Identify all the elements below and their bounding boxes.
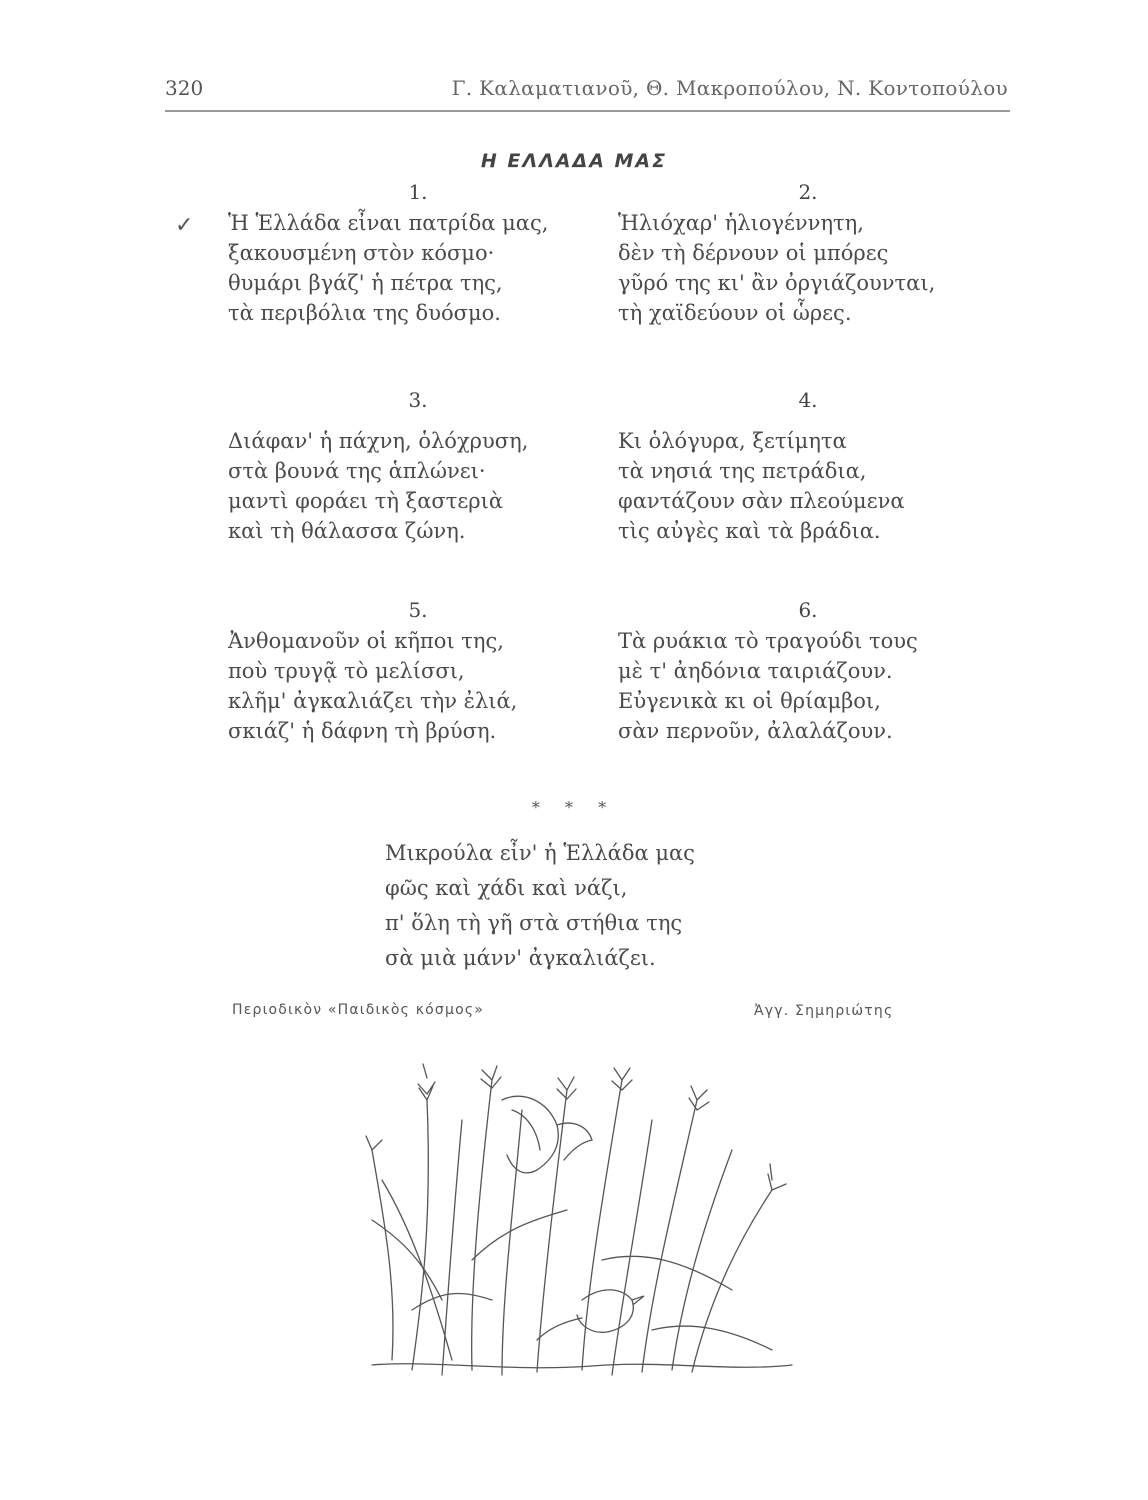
stanza-number: 1. <box>408 180 428 204</box>
verse-line: μὲ τ' ἀηδόνια ταιριάζουν. <box>618 659 893 683</box>
stanza-3 <box>228 388 608 546</box>
verse-line: τὴ χαϊδεύουν οἱ ὧρες. <box>618 301 852 325</box>
verse-line: Κι ὁλόγυρα, ξετίμητα <box>618 429 847 453</box>
verse-line: Τὰ ρυάκια τὸ τραγούδι τους <box>618 629 918 653</box>
verse-line: ξακουσμένη στὸν κόσμο· <box>228 241 495 265</box>
stanza-number: 4. <box>798 388 818 412</box>
stanza-number: 6. <box>798 598 818 622</box>
stanza-6 <box>618 598 998 746</box>
stanza-number: 2. <box>798 180 818 204</box>
verse-line: Μικρούλα εἶν' ἡ Ἑλλάδα μας <box>385 841 695 865</box>
stanza-number: 5. <box>408 598 428 622</box>
verse-line: καὶ τὴ θάλασσα ζώνη. <box>228 519 466 543</box>
page-number: 320 <box>165 76 204 100</box>
verse-line: Ἡ Ἑλλάδα εἶναι πατρίδα μας, <box>228 211 549 235</box>
verse-line: γῦρό της κι' ἂν ὀργιάζουνται, <box>618 271 936 295</box>
source-credit: Περιοδικὸν «Παιδικὸς κόσμος» <box>232 1002 485 1018</box>
verse-line: θυμάρι βγάζ' ἡ πέτρα της, <box>228 271 503 295</box>
poem-title: Η ΕΛΛΑΔΑ ΜΑΣ <box>480 150 668 172</box>
verse-line: σκιάζ' ἡ δάφνη τὴ βρύση. <box>228 719 497 743</box>
verse-line: δὲν τὴ δέρνουν οἱ μπόρες <box>618 241 889 265</box>
verse-line: σὰ μιὰ μάνν' ἀγκαλιάζει. <box>385 946 656 970</box>
verse-line: Ἡλιόχαρ' ἡλιογέννητη, <box>618 211 864 235</box>
verse-line: τὶς αὐγὲς καὶ τὰ βράδια. <box>618 519 881 543</box>
section-separator: * * * <box>531 798 617 817</box>
stanza-5 <box>228 598 608 746</box>
margin-mark: ✓ <box>175 213 194 238</box>
stanza-1 <box>228 180 608 328</box>
author-credit: Ἀγγ. Σημηριώτης <box>754 1003 894 1019</box>
verse-line: στὰ βουνά της ἁπλώνει· <box>228 459 486 483</box>
verse-line: Διάφαν' ἡ πάχνη, ὁλόχρυση, <box>228 429 529 453</box>
birds-among-wheat-illustration <box>352 1060 812 1380</box>
verse-line: ποὺ τρυγᾷ τὸ μελίσσι, <box>228 659 465 683</box>
verse-line: φαντάζουν σὰν πλεούμενα <box>618 489 905 513</box>
verse-line: τὰ νησιά της πετράδια, <box>618 459 867 483</box>
verse-line: μαντὶ φοράει τὴ ξαστεριὰ <box>228 489 503 513</box>
verse-line: π' ὅλη τὴ γῆ στὰ στήθια της <box>385 911 683 935</box>
stanza-number: 3. <box>408 388 428 412</box>
running-head: Γ. Καλαματιανοῦ, Θ. Μακροπούλου, Ν. Κοντοπούλου <box>451 76 1008 100</box>
verse-line: κλῆμ' ἀγκαλιάζει τὴν ἐλιά, <box>228 689 518 713</box>
verse-line: φῶς καὶ χάδι καὶ νάζι, <box>385 876 628 900</box>
final-stanza <box>385 836 695 976</box>
verse-line: τὰ περιβόλια της δυόσμο. <box>228 301 501 325</box>
verse-line: Εὐγενικὰ κι οἱ θρίαμβοι, <box>618 689 881 713</box>
verse-line: σὰν περνοῦν, ἀλαλάζουν. <box>618 719 893 743</box>
verse-line: Ἀνθομανοῦν οἱ κῆποι της, <box>228 629 504 653</box>
stanza-2 <box>618 180 998 328</box>
header-rule <box>165 110 1010 112</box>
stanza-4 <box>618 388 998 546</box>
